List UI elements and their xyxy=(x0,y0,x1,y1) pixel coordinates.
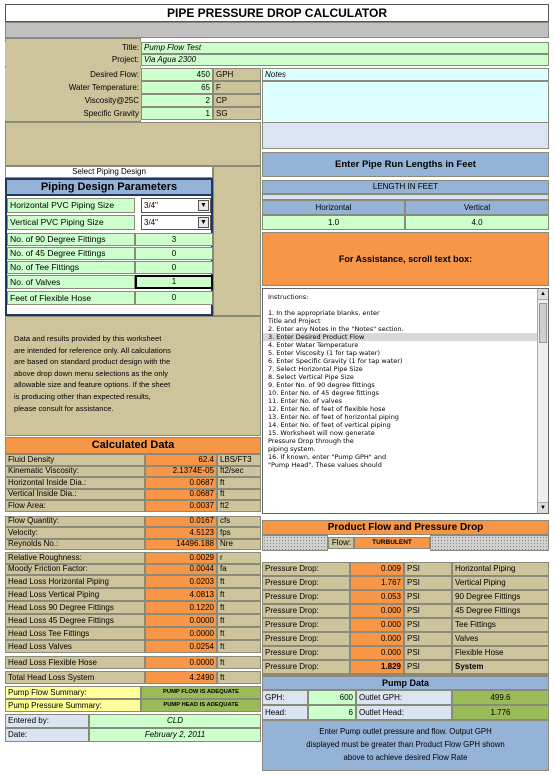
disclaimer-line: is producing other than expected results, xyxy=(14,391,151,401)
calc-label: Moody Friction Factor: xyxy=(5,564,145,576)
product-header: Product Flow and Pressure Drop xyxy=(262,520,549,535)
viscosity-field[interactable]: 2 xyxy=(141,94,213,107)
chevron-down-icon[interactable]: ▼ xyxy=(198,217,209,228)
instruction-line: 3. Enter Desired Product Flow xyxy=(263,333,548,341)
project-field[interactable]: Via Agua 2300 xyxy=(141,54,549,66)
pressure-drop-unit: PSI xyxy=(404,618,452,632)
instruction-line: 2. Enter any Notes in the "Notes" section. xyxy=(268,325,404,333)
outlet-gph-value: 499.6 xyxy=(452,690,549,705)
instruction-line: 13. Enter No. of feet of horizontal piping xyxy=(268,413,399,421)
calc-value: 14496.188 xyxy=(145,539,217,551)
piping-value-field[interactable]: 3 xyxy=(135,233,213,246)
calc-unit: ft xyxy=(217,671,261,684)
pump-gph-field[interactable]: 600 xyxy=(308,690,356,705)
pressure-drop-unit: PSI xyxy=(404,562,452,576)
calc-unit: ft xyxy=(217,656,261,669)
date-field[interactable]: February 2, 2011 xyxy=(89,728,261,742)
instruction-line: 6. Enter Specific Gravity (1 for tap water) xyxy=(268,357,403,365)
calc-unit: ft2/sec xyxy=(217,466,261,478)
pressure-drop-desc: Valves xyxy=(452,632,549,646)
pressure-drop-label: Pressure Drop: xyxy=(262,618,350,632)
entered-by-label: Entered by: xyxy=(5,714,89,728)
calc-label: Vertical Inside Dia.: xyxy=(5,489,145,501)
outlet-head-label: Outlet Head: xyxy=(356,705,452,720)
pressure-drop-desc: 45 Degree Fittings xyxy=(452,604,549,618)
water-temp-field[interactable]: 65 xyxy=(141,81,213,94)
calc-value: 4.0813 xyxy=(145,588,217,601)
pump-flow-summary-label: Pump Flow Summary: xyxy=(5,686,141,699)
disclaimer-line: above drop down menu selections as the only xyxy=(14,368,169,378)
pump-head-field[interactable]: 6 xyxy=(308,705,356,720)
dropdown-value: 3/4" xyxy=(144,217,158,227)
pressure-drop-value: 0.000 xyxy=(350,646,404,660)
calc-label: Reynolds No.: xyxy=(5,539,145,551)
select-piping-label: Select Piping Design xyxy=(5,166,213,178)
calc-label: Head Loss Horizontal Piping xyxy=(5,575,145,588)
flow-stipple-right xyxy=(430,535,549,551)
piping-label: No. of 45 Degree Fittings xyxy=(7,247,135,260)
piping-label: No. of Valves xyxy=(7,275,135,289)
horizontal-size-dropdown[interactable] xyxy=(141,198,211,213)
calc-value: 0.0000 xyxy=(145,656,217,669)
instruction-line: Instructions: xyxy=(268,293,309,301)
calc-label: Head Loss Valves xyxy=(5,640,145,653)
pump-note-line: above to achieve desired Flow Rate xyxy=(343,753,468,762)
dropdown-value: 3/4" xyxy=(144,200,158,210)
pressure-drop-label: Pressure Drop: xyxy=(262,562,350,576)
calc-label: Velocity: xyxy=(5,527,145,539)
entered-by-field[interactable]: CLD xyxy=(89,714,261,728)
calc-unit: ft2 xyxy=(217,500,261,512)
calc-value: 4.5123 xyxy=(145,527,217,539)
calc-value: 0.0037 xyxy=(145,500,217,512)
calc-label: Horizontal Inside Dia.: xyxy=(5,477,145,489)
piping-value-field[interactable]: 0 xyxy=(135,261,213,274)
calc-value: 0.0254 xyxy=(145,640,217,653)
instruction-line: 16. If known, enter "Pump GPH" and xyxy=(268,453,387,461)
left-spacer xyxy=(5,122,261,166)
calc-unit: ft xyxy=(217,489,261,501)
title-label: Title: xyxy=(5,42,141,54)
calc-value: 0.0203 xyxy=(145,575,217,588)
flow-stipple-left xyxy=(262,535,328,551)
instruction-line: 15. Worksheet will now generate xyxy=(268,429,375,437)
horizontal-header: Horizontal xyxy=(262,200,405,215)
pressure-drop-unit: PSI xyxy=(404,590,452,604)
calc-unit: ft xyxy=(217,627,261,640)
calc-label: Flow Area: xyxy=(5,500,145,512)
pressure-drop-value: 0.000 xyxy=(350,618,404,632)
calc-value: 0.0687 xyxy=(145,477,217,489)
calc-value: 0.0000 xyxy=(145,614,217,627)
piping-value-field[interactable]: 0 xyxy=(135,247,213,260)
scroll-thumb[interactable] xyxy=(539,303,547,343)
calc-unit: ft xyxy=(217,601,261,614)
instruction-line: piping system. xyxy=(268,445,316,453)
chevron-down-icon[interactable]: ▼ xyxy=(198,200,209,211)
pressure-drop-unit: PSI xyxy=(404,604,452,618)
calc-label: Relative Roughness: xyxy=(5,552,145,564)
pump-gph-label: GPH: xyxy=(262,690,308,705)
calc-unit: r xyxy=(217,552,261,564)
calc-unit: ft xyxy=(217,614,261,627)
pressure-drop-desc: Tee Fittings xyxy=(452,618,549,632)
scroll-down-icon[interactable]: ▼ xyxy=(538,502,548,513)
viscosity-unit: CP xyxy=(213,94,261,107)
desired-flow-unit: GPH xyxy=(213,68,261,81)
calc-unit: ft xyxy=(217,588,261,601)
instruction-line: Title and Project xyxy=(268,317,321,325)
calc-label: Head Loss Tee Fittings xyxy=(5,627,145,640)
calc-label: Kinematic Viscosity: xyxy=(5,466,145,478)
calc-unit: fps xyxy=(217,527,261,539)
flow-value: TURBULENT xyxy=(354,537,430,549)
piping-value-field[interactable]: 1 xyxy=(135,275,213,289)
piping-header: Piping Design Parameters xyxy=(5,178,213,196)
pressure-drop-unit: PSI xyxy=(404,632,452,646)
vertical-size-dropdown[interactable] xyxy=(141,215,211,230)
water-temp-label: Water Temperature: xyxy=(5,81,141,94)
calc-unit: ft xyxy=(217,575,261,588)
instruction-line xyxy=(263,301,548,309)
date-label: Date: xyxy=(5,728,89,742)
assistance-banner: For Assistance, scroll text box: xyxy=(262,232,549,286)
pressure-drop-label: Pressure Drop: xyxy=(262,660,350,674)
pump-head-label: Head: xyxy=(262,705,308,720)
calc-value: 0.1220 xyxy=(145,601,217,614)
pump-note xyxy=(262,720,549,771)
pressure-drop-label: Pressure Drop: xyxy=(262,576,350,590)
title-field[interactable]: Pump Flow Test xyxy=(141,42,549,54)
desired-flow-field[interactable]: 450 xyxy=(141,68,213,81)
piping-value-field[interactable]: 0 xyxy=(135,291,213,305)
pressure-drop-desc: System xyxy=(452,660,549,674)
pressure-drop-desc: Vertical Piping xyxy=(452,576,549,590)
pump-pressure-summary-label: Pump Pressure Summary: xyxy=(5,699,141,712)
piping-label: No. of 90 Degree Fittings xyxy=(7,233,135,246)
calc-label: Head Loss 90 Degree Fittings xyxy=(5,601,145,614)
pressure-drop-unit: PSI xyxy=(404,646,452,660)
calc-label: Head Loss Flexible Hose xyxy=(5,656,145,669)
instructions-textbox[interactable] xyxy=(262,288,549,514)
calc-unit: LBS/FT3 xyxy=(217,454,261,466)
calc-unit: cfs xyxy=(217,516,261,528)
calc-value: 0.0687 xyxy=(145,489,217,501)
sg-field[interactable]: 1 xyxy=(141,107,213,120)
pump-note-line: displayed must be greater than Product Flow GPH shown xyxy=(306,740,505,749)
outlet-gph-label: Outlet GPH: xyxy=(356,690,452,705)
pressure-drop-value: 0.000 xyxy=(350,604,404,618)
pressure-drop-desc: Horizontal Piping xyxy=(452,562,549,576)
instruction-line: 14. Enter No. of feet of vertical piping xyxy=(268,421,391,429)
pressure-drop-label: Pressure Drop: xyxy=(262,646,350,660)
sg-label: Specific Gravity xyxy=(5,107,141,120)
instruction-line: 1. In the appropriate blanks, enter xyxy=(268,309,380,317)
calc-value: 0.0000 xyxy=(145,627,217,640)
instruction-line: 9. Enter No. of 90 degree fittings xyxy=(268,381,375,389)
calc-label: Head Loss 45 Degree Fittings xyxy=(5,614,145,627)
instruction-line: 11. Enter No. of valves xyxy=(268,397,342,405)
sg-unit: SG xyxy=(213,107,261,120)
instruction-line: 4. Enter Water Temperature xyxy=(268,341,359,349)
instruction-line: 7. Select Horizontal Pipe Size xyxy=(268,365,363,373)
pressure-drop-value: 1.829 xyxy=(350,660,404,674)
calc-label: Fluid Density xyxy=(5,454,145,466)
instruction-line: 8. Select Vertical Pipe Size xyxy=(268,373,354,381)
calc-value: 2.1374E-05 xyxy=(145,466,217,478)
pressure-drop-unit: PSI xyxy=(404,660,452,674)
run-spacer xyxy=(262,122,549,149)
disclaimer-text xyxy=(14,333,254,414)
piping-right-spacer xyxy=(213,166,261,316)
project-label: Project: xyxy=(5,54,141,66)
calc-label: Head Loss Vertical Piping xyxy=(5,588,145,601)
calc-label: Flow Quantity: xyxy=(5,516,145,528)
title-spacer xyxy=(5,22,549,38)
pump-flow-summary-value: PUMP FLOW IS ADEQUATE xyxy=(141,686,261,699)
pressure-drop-desc: 90 Degree Fittings xyxy=(452,590,549,604)
instructions-scrollbar[interactable] xyxy=(537,289,548,513)
piping-label: Horizontal PVC Piping Size xyxy=(7,198,135,213)
pressure-drop-unit: PSI xyxy=(404,576,452,590)
water-temp-unit: F xyxy=(213,81,261,94)
calc-unit: ft xyxy=(217,477,261,489)
scroll-up-icon[interactable]: ▲ xyxy=(538,289,548,300)
instruction-line: Pressure Drop through the xyxy=(268,437,354,445)
piping-label: No. of Tee Fittings xyxy=(7,261,135,274)
piping-label: Feet of Flexible Hose xyxy=(7,291,135,305)
vertical-header: Vertical xyxy=(405,200,549,215)
calc-unit: ft xyxy=(217,640,261,653)
disclaimer-line: are intended for reference only. All calculations xyxy=(14,345,171,355)
calc-value: 0.0029 xyxy=(145,552,217,564)
calc-unit: fa xyxy=(217,564,261,576)
pressure-drop-label: Pressure Drop: xyxy=(262,590,350,604)
horizontal-length-field[interactable]: 1.0 xyxy=(262,215,405,230)
run-lengths-header: Enter Pipe Run Lengths in Feet xyxy=(262,152,549,177)
pump-note-line: Enter Pump outlet pressure and flow. Output GPH xyxy=(319,727,492,736)
calc-value: 0.0044 xyxy=(145,564,217,576)
pressure-drop-label: Pressure Drop: xyxy=(262,632,350,646)
notes-header: Notes xyxy=(262,68,549,81)
vertical-length-field[interactable]: 4.0 xyxy=(405,215,549,230)
viscosity-label: Viscosity@25C xyxy=(5,94,141,107)
instruction-line: "Pump Head". These values should xyxy=(268,461,382,469)
calc-header: Calculated Data xyxy=(5,437,261,454)
calc-value: 62.4 xyxy=(145,454,217,466)
calc-value: 0.0167 xyxy=(145,516,217,528)
page-title: PIPE PRESSURE DROP CALCULATOR xyxy=(5,4,549,22)
length-in-feet-label: LENGTH IN FEET xyxy=(262,180,549,194)
flow-label: Flow: xyxy=(328,537,354,549)
desired-flow-label: Desired Flow: xyxy=(5,68,141,81)
instruction-line: 10. Enter No. of 45 degree fittings xyxy=(268,389,379,397)
disclaimer-line: Data and results provided by this worksheet xyxy=(14,334,162,343)
calc-value: 4.2490 xyxy=(145,671,217,684)
pressure-drop-desc: Flexible Hose xyxy=(452,646,549,660)
disclaimer-line: please consult for assistance. xyxy=(14,403,114,413)
calc-unit: Nre xyxy=(217,539,261,551)
piping-rows xyxy=(5,196,213,316)
instruction-line: 5. Enter Viscosity (1 for tap water) xyxy=(268,349,381,357)
pressure-drop-value: 0.000 xyxy=(350,632,404,646)
calc-label: Total Head Loss System xyxy=(5,671,145,684)
piping-label: Vertical PVC Piping Size xyxy=(7,215,135,230)
pressure-drop-label: Pressure Drop: xyxy=(262,604,350,618)
pump-header: Pump Data xyxy=(262,676,549,690)
disclaimer-line: allowable size and feature options. If the sheet xyxy=(14,380,171,390)
disclaimer-line: are based on standard product design with the xyxy=(14,357,171,367)
instruction-line: 12. Enter No. of feet of flexible hose xyxy=(268,405,386,413)
pressure-drop-value: 0.009 xyxy=(350,562,404,576)
pressure-drop-value: 0.053 xyxy=(350,590,404,604)
pressure-drop-value: 1.767 xyxy=(350,576,404,590)
outlet-head-value: 1.776 xyxy=(452,705,549,720)
pump-pressure-summary-value: PUMP HEAD IS ADEQUATE xyxy=(141,699,261,712)
